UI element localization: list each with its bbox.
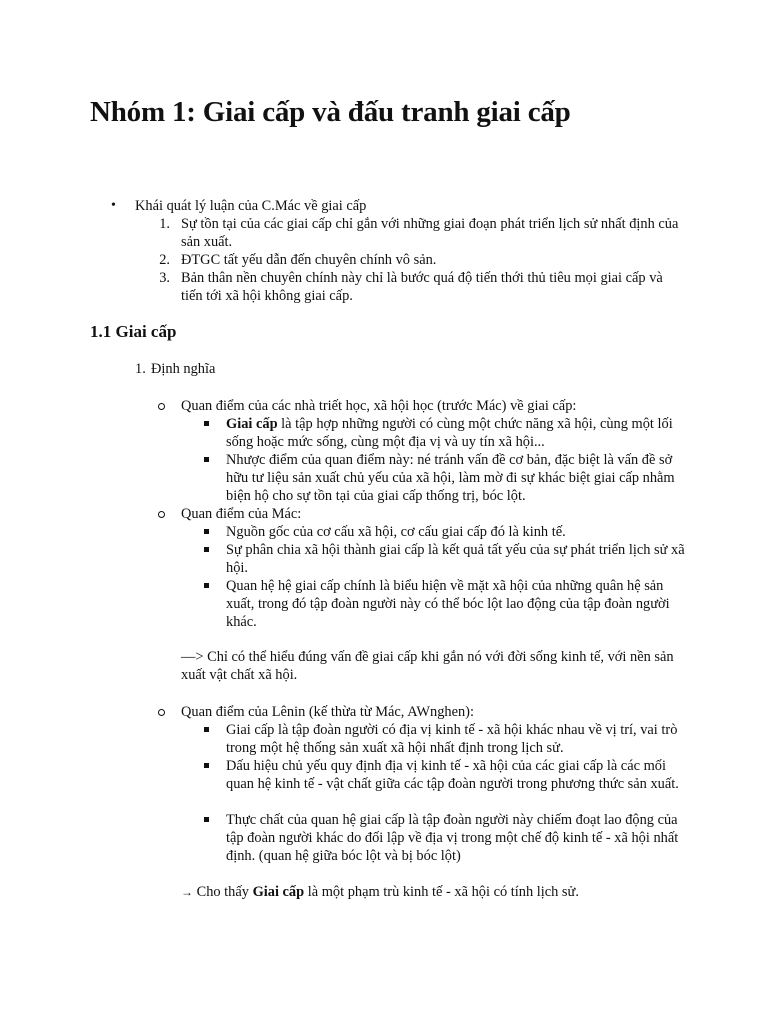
definition-heading: Định nghĩa: [151, 361, 216, 377]
definition-number: 1.: [135, 361, 146, 377]
square-bullet-icon: [204, 529, 209, 534]
bold-term: Giai cấp: [252, 884, 305, 900]
final-conclusion: → Cho thấy Giai cấp là một phạm trù kinh tế - xã hội có tính lịch sử.: [181, 884, 579, 900]
list-item: Sự tồn tại của các giai cấp chỉ gắn với những giai đoạn phát triển lịch sử nhất định của sản xuất.: [181, 216, 679, 250]
bold-term: Giai cấp: [226, 416, 278, 432]
view-label: Quan điểm của các nhà triết học, xã hội học (trước Mác) về giai cấp:: [181, 398, 577, 414]
circle-bullet-icon: [158, 511, 165, 518]
marx-conclusion: —> Chỉ có thể hiểu đúng vấn đề giai cấp khi gắn nó với đời sống kinh tế, với nền sản xuất vật chất xã hội.: [181, 649, 674, 683]
list-item: Nhược điểm của quan điểm này: né tránh vấn đề cơ bản, đặc biệt là vấn đề sở hữu tư liệu sản xuất chủ yếu của xã hội, làm mờ đi sự khác biệt giai cấp nhằm biện hộ cho sự tồn tại của giai cấp thống trị, bóc lột.: [226, 452, 675, 504]
list-item: Bản thân nền chuyên chính này chỉ là bước quá độ tiến thới thủ tiêu mọi giai cấp và tiến tới xã hội không giai cấp.: [181, 270, 663, 304]
bullet-disc-icon: •: [111, 198, 116, 213]
arrow-right-icon: →: [181, 885, 193, 899]
view-label: Quan điểm của Mác:: [181, 506, 302, 522]
list-number: 1.: [159, 216, 170, 232]
square-bullet-icon: [204, 583, 209, 588]
square-bullet-icon: [204, 763, 209, 768]
circle-bullet-icon: [158, 709, 165, 716]
square-bullet-icon: [204, 457, 209, 462]
list-item: Giai cấp là tập đoàn người có địa vị kinh tế - xã hội khác nhau về vị trí, vai trò trong một hệ thống sản xuất xã hội nhất định trong lịch sử.: [226, 722, 678, 756]
list-item: Nguồn gốc của cơ cấu xã hội, cơ cấu giai cấp đó là kinh tế.: [226, 524, 566, 540]
list-item: ĐTGC tất yếu dẫn đến chuyên chính vô sản.: [181, 252, 437, 268]
list-number: 3.: [159, 270, 170, 286]
view-label: Quan điểm của Lênin (kế thừa từ Mác, AWnghen):: [181, 704, 474, 720]
page-title: Nhóm 1: Giai cấp và đấu tranh giai cấp: [90, 96, 571, 128]
section-heading: 1.1 Giai cấp: [90, 322, 177, 341]
list-number: 2.: [159, 252, 170, 268]
circle-bullet-icon: [158, 403, 165, 410]
square-bullet-icon: [204, 547, 209, 552]
list-item: Sự phân chia xã hội thành giai cấp là kết quả tất yếu của sự phát triển lịch sử xã hội.: [226, 542, 685, 576]
square-bullet-icon: [204, 817, 209, 822]
list-item: Giai cấp là tập hợp những người có cùng một chức năng xã hội, cùng một lối sống hoặc mức sống, cùng một địa vị và uy tín xã hội...: [226, 416, 673, 450]
list-item: Thực chất của quan hệ giai cấp là tập đoàn người này chiếm đoạt lao động của tập đoàn người khác do đối lập về địa vị trong một chế độ kinh tế - xã hội nhất định. (quan hệ giữa bóc lột và bị bóc lột): [226, 812, 679, 864]
square-bullet-icon: [204, 727, 209, 732]
list-item: Dấu hiệu chủ yếu quy định địa vị kinh tế - xã hội của các giai cấp là các mối quan hệ kinh tế - vật chất giữa các tập đoàn người trong phương thức sản xuất.: [226, 758, 679, 792]
intro-bullet-text: Khái quát lý luận của C.Mác về giai cấp: [135, 198, 367, 214]
square-bullet-icon: [204, 421, 209, 426]
list-item: Quan hệ hệ giai cấp chính là biểu hiện về mặt xã hội của những quân hệ sản xuất, trong đó tập đoàn người này có thể bóc lột lao động của tập đoàn người khác.: [226, 578, 670, 630]
